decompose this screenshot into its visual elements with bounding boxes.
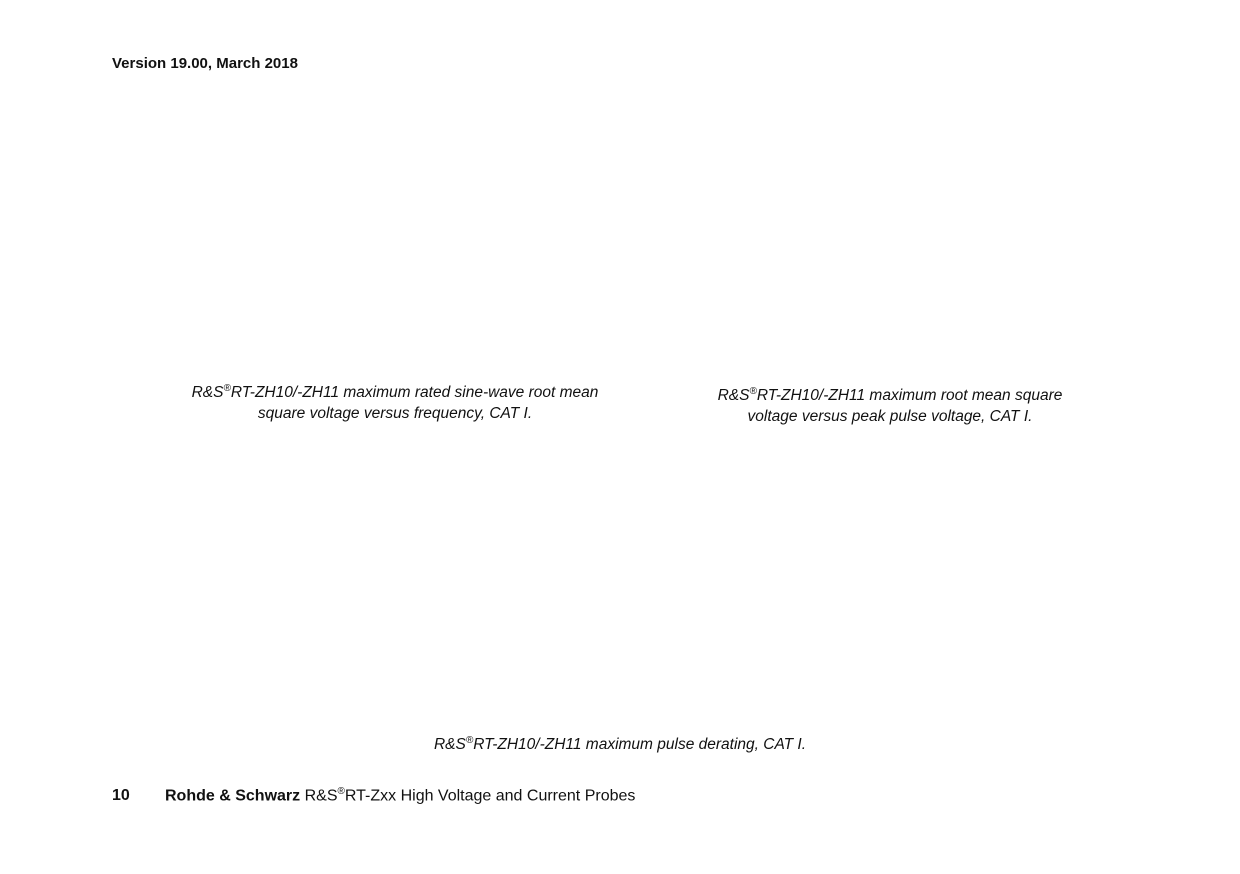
caption-brand: R&S xyxy=(717,387,750,405)
caption-line2: voltage versus peak pulse voltage, CAT I. xyxy=(747,408,1033,426)
footer-product-prefix: R&S xyxy=(304,787,338,805)
page-number: 10 xyxy=(112,787,130,805)
caption-line1: RT-ZH10/-ZH11 maximum rated sine-wave root mean xyxy=(230,384,599,402)
caption-line2: square voltage versus frequency, CAT I. xyxy=(257,405,533,423)
caption-line1: RT-ZH10/-ZH11 maximum root mean square xyxy=(756,387,1063,405)
chart1-caption xyxy=(160,378,630,424)
caption-brand: R&S xyxy=(191,384,224,402)
version-header: Version 19.00, March 2018 xyxy=(112,55,298,72)
caption-reg: ® xyxy=(465,735,474,746)
chart3-caption xyxy=(370,730,870,755)
footer-product: RT-Zxx High Voltage and Current Probes xyxy=(344,787,636,805)
caption-brand: R&S xyxy=(433,736,466,754)
page-footer xyxy=(112,786,635,805)
caption-reg: ® xyxy=(223,383,231,394)
footer-reg: ® xyxy=(337,786,345,797)
caption-reg: ® xyxy=(749,386,757,397)
chart2-caption xyxy=(680,381,1100,427)
caption-text: RT-ZH10/-ZH11 maximum pulse derating, CAT I. xyxy=(473,736,807,754)
footer-brand: Rohde & Schwarz xyxy=(165,787,301,805)
